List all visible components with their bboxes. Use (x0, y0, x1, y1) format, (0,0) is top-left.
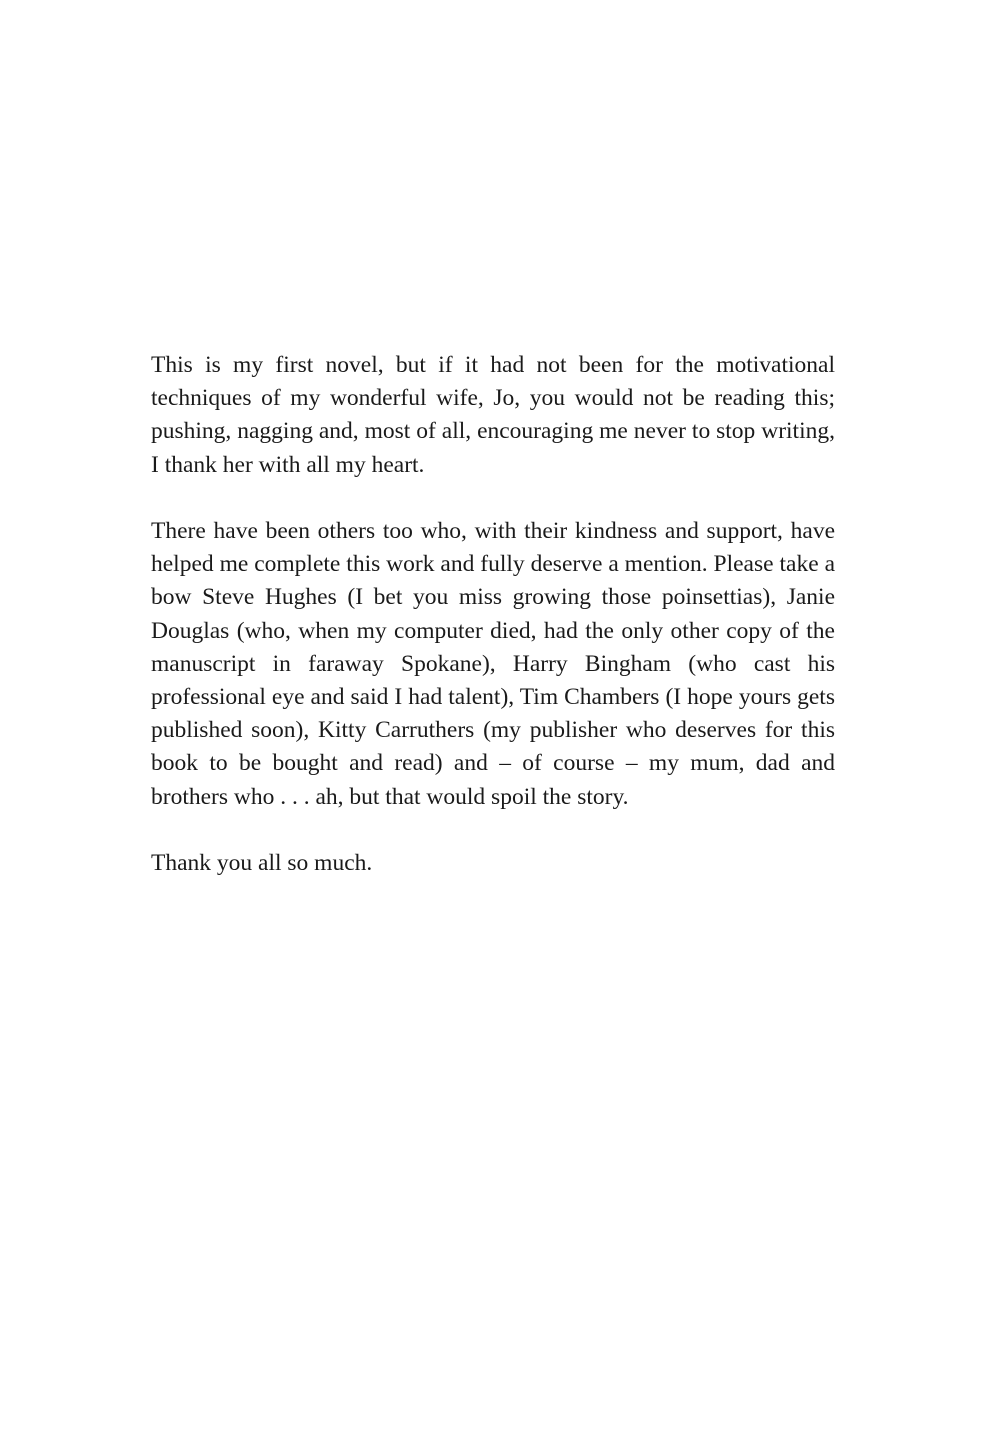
paragraph-3: Thank you all so much. (151, 850, 373, 877)
acknowledgements-text (151, 349, 835, 880)
paragraph-2: There have been others too who, with their kindness and support, have helped me complete this work and fully deserve a mention. Please take a bow Steve Hughes (I bet you miss growing those poinsettias), Janie Douglas (who, when my computer died, had the only other copy of the manuscript in faraway Spokane), Harry Bingham (who cast his professional eye and said I had talent), Tim Chambers (I hope yours gets published soon), Kitty Carruthers (my publisher who deserves for this book to be bought and read) and – of course – my mum, dad and brothers who . . . ah, but that would spoil the story. (151, 518, 835, 810)
paragraph-1: This is my first novel, but if it had not been for the motivational techniques of my wonderful wife, Jo, you would not be reading this; pushing, nagging and, most of all, encouraging me never to stop writing, I thank her with all my heart. (151, 352, 835, 478)
